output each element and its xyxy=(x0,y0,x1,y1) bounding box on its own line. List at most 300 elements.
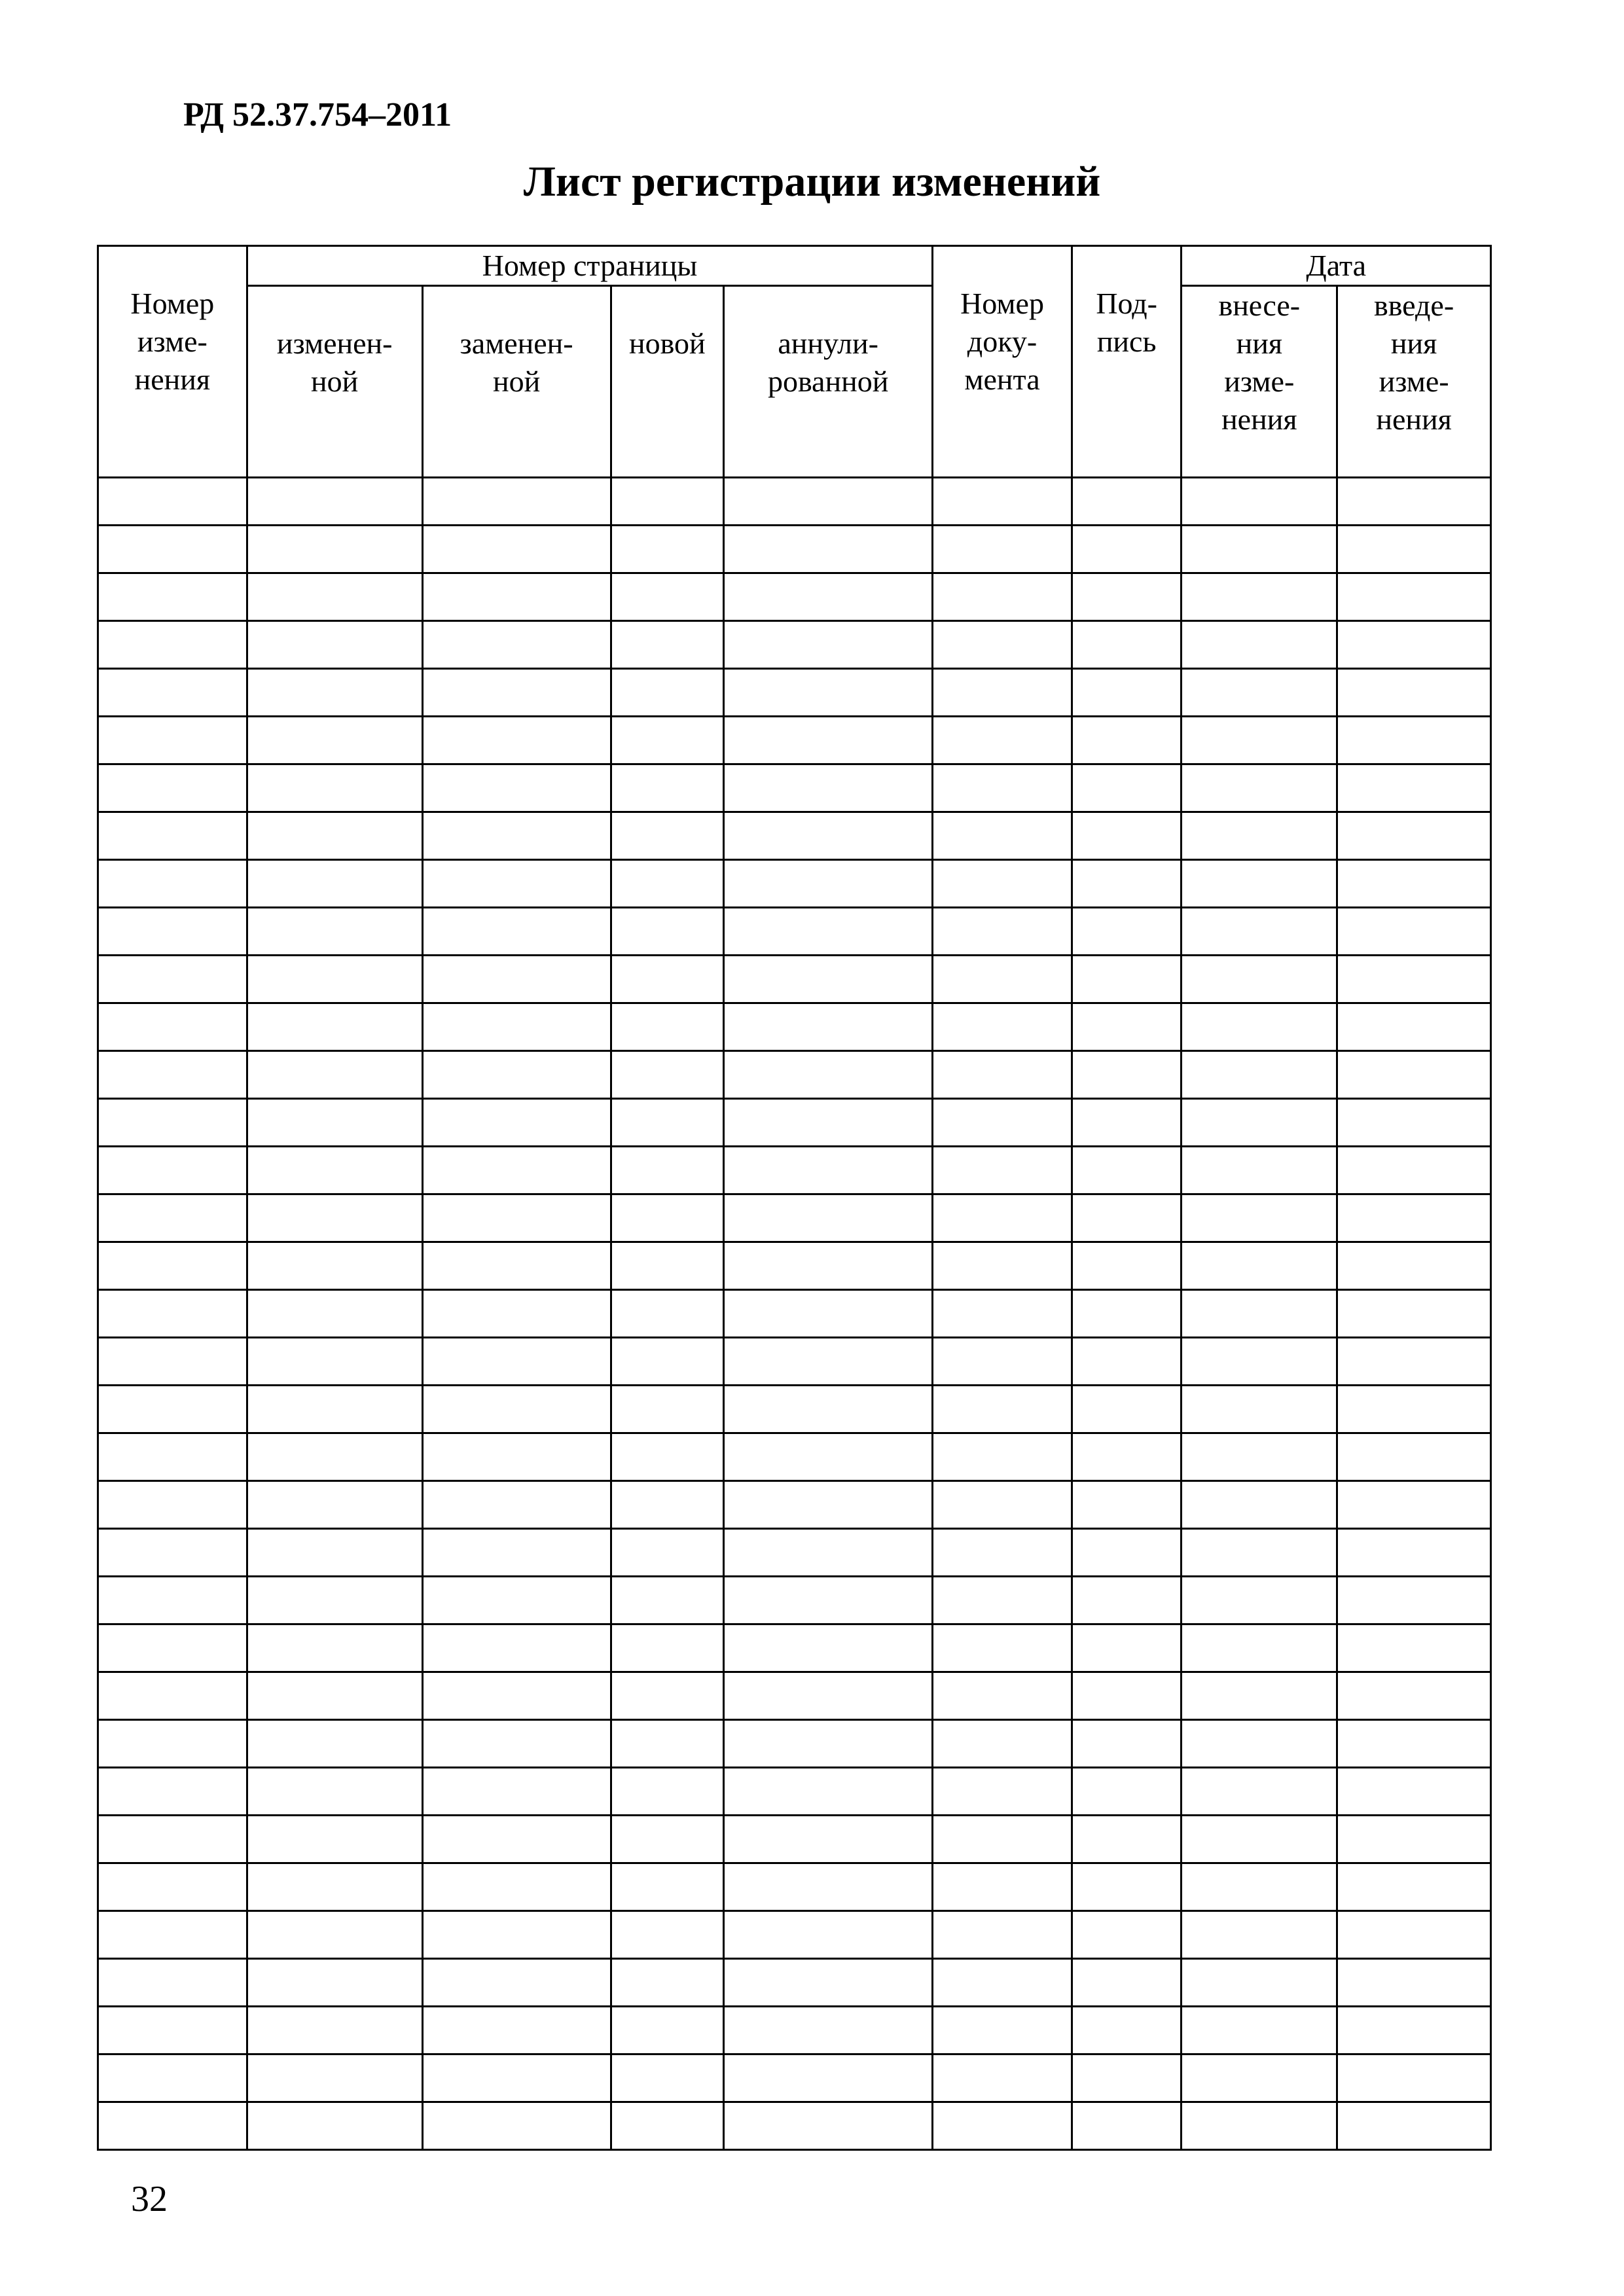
table-cell[interactable] xyxy=(611,1672,724,1720)
table-cell[interactable] xyxy=(1182,526,1337,573)
table-cell[interactable] xyxy=(611,2007,724,2054)
table-cell[interactable] xyxy=(247,2007,422,2054)
table-cell[interactable] xyxy=(933,573,1072,621)
table-cell[interactable] xyxy=(1182,2007,1337,2054)
table-cell[interactable] xyxy=(422,1577,611,1624)
table-cell[interactable] xyxy=(98,1911,247,1959)
table-cell[interactable] xyxy=(1072,2102,1182,2150)
table-cell[interactable] xyxy=(247,1433,422,1481)
table-cell[interactable] xyxy=(1072,1099,1182,1147)
table-cell[interactable] xyxy=(422,1863,611,1911)
table-cell[interactable] xyxy=(1182,1911,1337,1959)
table-cell[interactable] xyxy=(1337,860,1491,908)
table-cell[interactable] xyxy=(724,2102,933,2150)
table-cell[interactable] xyxy=(1072,1624,1182,1672)
table-cell[interactable] xyxy=(724,1577,933,1624)
table-cell[interactable] xyxy=(247,1911,422,1959)
table-cell[interactable] xyxy=(933,764,1072,812)
table-cell[interactable] xyxy=(1072,1386,1182,1433)
table-cell[interactable] xyxy=(98,1529,247,1577)
table-cell[interactable] xyxy=(724,669,933,717)
table-cell[interactable] xyxy=(1072,2007,1182,2054)
table-cell[interactable] xyxy=(247,1290,422,1338)
table-cell[interactable] xyxy=(933,1624,1072,1672)
table-cell[interactable] xyxy=(724,1768,933,1816)
table-cell[interactable] xyxy=(422,1720,611,1768)
table-cell[interactable] xyxy=(724,2007,933,2054)
table-cell[interactable] xyxy=(724,956,933,1003)
table-cell[interactable] xyxy=(247,1720,422,1768)
table-cell[interactable] xyxy=(724,908,933,956)
table-cell[interactable] xyxy=(1337,1433,1491,1481)
table-cell[interactable] xyxy=(247,1863,422,1911)
table-cell[interactable] xyxy=(1337,1816,1491,1863)
table-cell[interactable] xyxy=(1072,621,1182,669)
table-cell[interactable] xyxy=(1072,1959,1182,2007)
table-cell[interactable] xyxy=(724,717,933,764)
table-cell[interactable] xyxy=(1182,860,1337,908)
table-cell[interactable] xyxy=(724,1959,933,2007)
table-cell[interactable] xyxy=(933,2007,1072,2054)
table-cell[interactable] xyxy=(1072,2054,1182,2102)
table-cell[interactable] xyxy=(933,717,1072,764)
table-cell[interactable] xyxy=(1337,2102,1491,2150)
table-cell[interactable] xyxy=(422,621,611,669)
table-cell[interactable] xyxy=(1182,669,1337,717)
table-cell[interactable] xyxy=(1072,1147,1182,1194)
table-cell[interactable] xyxy=(1072,1577,1182,1624)
table-cell[interactable] xyxy=(98,956,247,1003)
table-cell[interactable] xyxy=(1337,1242,1491,1290)
table-cell[interactable] xyxy=(611,764,724,812)
table-cell[interactable] xyxy=(1337,764,1491,812)
table-cell[interactable] xyxy=(247,1099,422,1147)
table-cell[interactable] xyxy=(422,956,611,1003)
table-cell[interactable] xyxy=(1182,764,1337,812)
table-cell[interactable] xyxy=(1337,478,1491,526)
table-cell[interactable] xyxy=(933,1577,1072,1624)
table-cell[interactable] xyxy=(98,1672,247,1720)
table-cell[interactable] xyxy=(247,1959,422,2007)
table-cell[interactable] xyxy=(611,1720,724,1768)
table-cell[interactable] xyxy=(1182,1720,1337,1768)
table-cell[interactable] xyxy=(933,1386,1072,1433)
table-cell[interactable] xyxy=(1182,1768,1337,1816)
table-cell[interactable] xyxy=(724,478,933,526)
table-cell[interactable] xyxy=(422,812,611,860)
table-cell[interactable] xyxy=(933,526,1072,573)
table-cell[interactable] xyxy=(98,2054,247,2102)
table-cell[interactable] xyxy=(933,956,1072,1003)
table-cell[interactable] xyxy=(611,1433,724,1481)
table-cell[interactable] xyxy=(247,1529,422,1577)
table-cell[interactable] xyxy=(611,621,724,669)
table-cell[interactable] xyxy=(1337,1863,1491,1911)
table-cell[interactable] xyxy=(247,526,422,573)
table-cell[interactable] xyxy=(247,956,422,1003)
table-cell[interactable] xyxy=(422,2102,611,2150)
table-cell[interactable] xyxy=(1182,1433,1337,1481)
table-cell[interactable] xyxy=(98,1242,247,1290)
table-cell[interactable] xyxy=(933,1529,1072,1577)
table-cell[interactable] xyxy=(1072,764,1182,812)
table-cell[interactable] xyxy=(247,1003,422,1051)
table-cell[interactable] xyxy=(98,669,247,717)
table-cell[interactable] xyxy=(1337,1481,1491,1529)
table-cell[interactable] xyxy=(1072,1194,1182,1242)
table-cell[interactable] xyxy=(724,1147,933,1194)
table-cell[interactable] xyxy=(933,1481,1072,1529)
table-cell[interactable] xyxy=(724,1194,933,1242)
table-cell[interactable] xyxy=(1337,956,1491,1003)
table-cell[interactable] xyxy=(1182,1481,1337,1529)
table-cell[interactable] xyxy=(611,1003,724,1051)
table-cell[interactable] xyxy=(98,1290,247,1338)
table-cell[interactable] xyxy=(422,1672,611,1720)
table-cell[interactable] xyxy=(1182,1194,1337,1242)
table-cell[interactable] xyxy=(98,717,247,764)
table-cell[interactable] xyxy=(1337,2054,1491,2102)
table-cell[interactable] xyxy=(98,764,247,812)
table-cell[interactable] xyxy=(1072,1816,1182,1863)
table-cell[interactable] xyxy=(611,2054,724,2102)
table-cell[interactable] xyxy=(422,1099,611,1147)
table-cell[interactable] xyxy=(1072,1672,1182,1720)
table-cell[interactable] xyxy=(724,1003,933,1051)
table-cell[interactable] xyxy=(247,1242,422,1290)
table-cell[interactable] xyxy=(247,478,422,526)
table-cell[interactable] xyxy=(724,1863,933,1911)
table-cell[interactable] xyxy=(247,2102,422,2150)
table-cell[interactable] xyxy=(1072,1051,1182,1099)
table-cell[interactable] xyxy=(933,1768,1072,1816)
table-cell[interactable] xyxy=(611,1147,724,1194)
table-cell[interactable] xyxy=(611,1290,724,1338)
table-cell[interactable] xyxy=(724,1481,933,1529)
table-cell[interactable] xyxy=(422,1147,611,1194)
table-cell[interactable] xyxy=(724,764,933,812)
table-cell[interactable] xyxy=(1182,1051,1337,1099)
table-cell[interactable] xyxy=(1072,860,1182,908)
table-cell[interactable] xyxy=(1072,669,1182,717)
table-cell[interactable] xyxy=(933,1147,1072,1194)
table-cell[interactable] xyxy=(933,1433,1072,1481)
table-cell[interactable] xyxy=(1182,2054,1337,2102)
table-cell[interactable] xyxy=(98,1194,247,1242)
table-cell[interactable] xyxy=(1182,1290,1337,1338)
table-cell[interactable] xyxy=(422,1433,611,1481)
table-cell[interactable] xyxy=(933,908,1072,956)
table-cell[interactable] xyxy=(1337,1911,1491,1959)
table-cell[interactable] xyxy=(724,1672,933,1720)
table-cell[interactable] xyxy=(247,1051,422,1099)
table-cell[interactable] xyxy=(422,1051,611,1099)
table-cell[interactable] xyxy=(247,764,422,812)
table-cell[interactable] xyxy=(611,1051,724,1099)
table-cell[interactable] xyxy=(933,1863,1072,1911)
table-cell[interactable] xyxy=(1182,2102,1337,2150)
table-cell[interactable] xyxy=(1072,1720,1182,1768)
table-cell[interactable] xyxy=(422,1338,611,1386)
table-cell[interactable] xyxy=(247,860,422,908)
table-cell[interactable] xyxy=(1182,1959,1337,2007)
table-cell[interactable] xyxy=(933,669,1072,717)
table-cell[interactable] xyxy=(611,1386,724,1433)
table-cell[interactable] xyxy=(933,1242,1072,1290)
table-cell[interactable] xyxy=(724,1433,933,1481)
table-cell[interactable] xyxy=(1072,1529,1182,1577)
table-cell[interactable] xyxy=(422,2054,611,2102)
table-cell[interactable] xyxy=(422,1768,611,1816)
table-cell[interactable] xyxy=(422,1003,611,1051)
table-cell[interactable] xyxy=(1337,1529,1491,1577)
table-cell[interactable] xyxy=(724,621,933,669)
table-cell[interactable] xyxy=(247,1386,422,1433)
table-cell[interactable] xyxy=(933,2102,1072,2150)
table-cell[interactable] xyxy=(1072,717,1182,764)
table-cell[interactable] xyxy=(1182,1624,1337,1672)
table-cell[interactable] xyxy=(247,1816,422,1863)
table-cell[interactable] xyxy=(1337,621,1491,669)
table-cell[interactable] xyxy=(98,860,247,908)
table-cell[interactable] xyxy=(1072,1481,1182,1529)
table-cell[interactable] xyxy=(1072,1433,1182,1481)
table-cell[interactable] xyxy=(933,1051,1072,1099)
table-cell[interactable] xyxy=(724,1720,933,1768)
table-cell[interactable] xyxy=(422,669,611,717)
table-cell[interactable] xyxy=(933,1816,1072,1863)
table-cell[interactable] xyxy=(933,1720,1072,1768)
table-cell[interactable] xyxy=(1182,812,1337,860)
table-cell[interactable] xyxy=(1182,717,1337,764)
table-cell[interactable] xyxy=(724,2054,933,2102)
table-cell[interactable] xyxy=(933,621,1072,669)
table-cell[interactable] xyxy=(1072,1290,1182,1338)
table-cell[interactable] xyxy=(422,1290,611,1338)
table-cell[interactable] xyxy=(98,1816,247,1863)
table-cell[interactable] xyxy=(611,1338,724,1386)
table-cell[interactable] xyxy=(98,1768,247,1816)
table-cell[interactable] xyxy=(1072,1003,1182,1051)
table-cell[interactable] xyxy=(1337,908,1491,956)
table-cell[interactable] xyxy=(1337,1338,1491,1386)
table-cell[interactable] xyxy=(247,1768,422,1816)
table-cell[interactable] xyxy=(98,1099,247,1147)
table-cell[interactable] xyxy=(247,669,422,717)
table-cell[interactable] xyxy=(98,1338,247,1386)
table-cell[interactable] xyxy=(1072,1242,1182,1290)
table-cell[interactable] xyxy=(98,526,247,573)
table-cell[interactable] xyxy=(611,1194,724,1242)
table-cell[interactable] xyxy=(611,1577,724,1624)
table-cell[interactable] xyxy=(611,1768,724,1816)
table-cell[interactable] xyxy=(422,764,611,812)
table-cell[interactable] xyxy=(98,1624,247,1672)
table-cell[interactable] xyxy=(1072,573,1182,621)
table-cell[interactable] xyxy=(1182,1338,1337,1386)
table-cell[interactable] xyxy=(933,478,1072,526)
table-cell[interactable] xyxy=(933,1003,1072,1051)
table-cell[interactable] xyxy=(422,1386,611,1433)
table-cell[interactable] xyxy=(247,573,422,621)
table-cell[interactable] xyxy=(1072,956,1182,1003)
table-cell[interactable] xyxy=(724,526,933,573)
table-cell[interactable] xyxy=(1337,812,1491,860)
table-cell[interactable] xyxy=(611,956,724,1003)
table-cell[interactable] xyxy=(422,526,611,573)
table-cell[interactable] xyxy=(1337,1003,1491,1051)
table-cell[interactable] xyxy=(1337,1194,1491,1242)
table-cell[interactable] xyxy=(1337,2007,1491,2054)
table-cell[interactable] xyxy=(247,1577,422,1624)
table-cell[interactable] xyxy=(98,1959,247,2007)
table-cell[interactable] xyxy=(422,573,611,621)
table-cell[interactable] xyxy=(98,2007,247,2054)
table-cell[interactable] xyxy=(611,1242,724,1290)
table-cell[interactable] xyxy=(1182,956,1337,1003)
table-cell[interactable] xyxy=(611,1911,724,1959)
table-cell[interactable] xyxy=(1182,1147,1337,1194)
table-cell[interactable] xyxy=(933,812,1072,860)
table-cell[interactable] xyxy=(1337,1959,1491,2007)
table-cell[interactable] xyxy=(611,1529,724,1577)
table-cell[interactable] xyxy=(98,1051,247,1099)
table-cell[interactable] xyxy=(1337,1386,1491,1433)
table-cell[interactable] xyxy=(1182,1529,1337,1577)
table-cell[interactable] xyxy=(611,573,724,621)
table-cell[interactable] xyxy=(933,1672,1072,1720)
table-cell[interactable] xyxy=(247,717,422,764)
table-cell[interactable] xyxy=(724,1529,933,1577)
table-cell[interactable] xyxy=(611,526,724,573)
table-cell[interactable] xyxy=(247,1624,422,1672)
table-cell[interactable] xyxy=(611,1624,724,1672)
table-cell[interactable] xyxy=(1182,908,1337,956)
table-cell[interactable] xyxy=(247,1194,422,1242)
table-cell[interactable] xyxy=(1182,1672,1337,1720)
table-cell[interactable] xyxy=(98,478,247,526)
table-cell[interactable] xyxy=(1182,573,1337,621)
table-cell[interactable] xyxy=(1337,669,1491,717)
table-cell[interactable] xyxy=(611,908,724,956)
table-cell[interactable] xyxy=(611,812,724,860)
table-cell[interactable] xyxy=(1072,812,1182,860)
table-cell[interactable] xyxy=(98,621,247,669)
table-cell[interactable] xyxy=(933,1911,1072,1959)
table-cell[interactable] xyxy=(724,1386,933,1433)
table-cell[interactable] xyxy=(98,2102,247,2150)
table-cell[interactable] xyxy=(611,717,724,764)
table-cell[interactable] xyxy=(422,1624,611,1672)
table-cell[interactable] xyxy=(611,2102,724,2150)
table-cell[interactable] xyxy=(611,1959,724,2007)
table-cell[interactable] xyxy=(724,1338,933,1386)
table-cell[interactable] xyxy=(611,1816,724,1863)
table-cell[interactable] xyxy=(1072,1768,1182,1816)
table-cell[interactable] xyxy=(247,621,422,669)
table-cell[interactable] xyxy=(1337,1672,1491,1720)
table-cell[interactable] xyxy=(1337,526,1491,573)
table-cell[interactable] xyxy=(724,573,933,621)
table-cell[interactable] xyxy=(98,1003,247,1051)
table-cell[interactable] xyxy=(1337,1720,1491,1768)
table-cell[interactable] xyxy=(611,1481,724,1529)
table-cell[interactable] xyxy=(1337,717,1491,764)
table-cell[interactable] xyxy=(98,1433,247,1481)
table-cell[interactable] xyxy=(1182,1577,1337,1624)
table-cell[interactable] xyxy=(724,1242,933,1290)
table-cell[interactable] xyxy=(933,1194,1072,1242)
table-cell[interactable] xyxy=(611,1099,724,1147)
table-cell[interactable] xyxy=(933,1290,1072,1338)
table-cell[interactable] xyxy=(724,812,933,860)
table-cell[interactable] xyxy=(1337,1768,1491,1816)
table-cell[interactable] xyxy=(422,1481,611,1529)
table-cell[interactable] xyxy=(247,908,422,956)
table-cell[interactable] xyxy=(247,1481,422,1529)
table-cell[interactable] xyxy=(1182,1386,1337,1433)
table-cell[interactable] xyxy=(611,669,724,717)
table-cell[interactable] xyxy=(1337,1147,1491,1194)
table-cell[interactable] xyxy=(422,1911,611,1959)
table-cell[interactable] xyxy=(1182,1003,1337,1051)
table-cell[interactable] xyxy=(422,1529,611,1577)
table-cell[interactable] xyxy=(1072,478,1182,526)
table-cell[interactable] xyxy=(422,478,611,526)
table-cell[interactable] xyxy=(98,1147,247,1194)
table-cell[interactable] xyxy=(98,573,247,621)
table-cell[interactable] xyxy=(98,1863,247,1911)
table-cell[interactable] xyxy=(247,2054,422,2102)
table-cell[interactable] xyxy=(422,1194,611,1242)
table-cell[interactable] xyxy=(724,1816,933,1863)
table-cell[interactable] xyxy=(1182,621,1337,669)
table-cell[interactable] xyxy=(422,2007,611,2054)
table-cell[interactable] xyxy=(247,1672,422,1720)
table-cell[interactable] xyxy=(1337,1624,1491,1672)
table-cell[interactable] xyxy=(611,1863,724,1911)
table-cell[interactable] xyxy=(247,1338,422,1386)
table-cell[interactable] xyxy=(611,478,724,526)
table-cell[interactable] xyxy=(1182,1099,1337,1147)
table-cell[interactable] xyxy=(724,1624,933,1672)
table-cell[interactable] xyxy=(1337,1290,1491,1338)
table-cell[interactable] xyxy=(724,1099,933,1147)
table-cell[interactable] xyxy=(98,812,247,860)
table-cell[interactable] xyxy=(98,908,247,956)
table-cell[interactable] xyxy=(1182,1863,1337,1911)
table-cell[interactable] xyxy=(422,908,611,956)
table-cell[interactable] xyxy=(1072,1863,1182,1911)
table-cell[interactable] xyxy=(1072,526,1182,573)
table-cell[interactable] xyxy=(724,1290,933,1338)
table-cell[interactable] xyxy=(1072,908,1182,956)
table-cell[interactable] xyxy=(1072,1338,1182,1386)
table-cell[interactable] xyxy=(422,1959,611,2007)
table-cell[interactable] xyxy=(724,1051,933,1099)
table-cell[interactable] xyxy=(422,1816,611,1863)
table-cell[interactable] xyxy=(1337,1577,1491,1624)
table-cell[interactable] xyxy=(1182,1816,1337,1863)
table-cell[interactable] xyxy=(611,860,724,908)
table-cell[interactable] xyxy=(933,1338,1072,1386)
table-cell[interactable] xyxy=(247,1147,422,1194)
table-cell[interactable] xyxy=(422,1242,611,1290)
table-cell[interactable] xyxy=(933,860,1072,908)
table-cell[interactable] xyxy=(98,1720,247,1768)
table-cell[interactable] xyxy=(724,860,933,908)
table-cell[interactable] xyxy=(1337,1099,1491,1147)
